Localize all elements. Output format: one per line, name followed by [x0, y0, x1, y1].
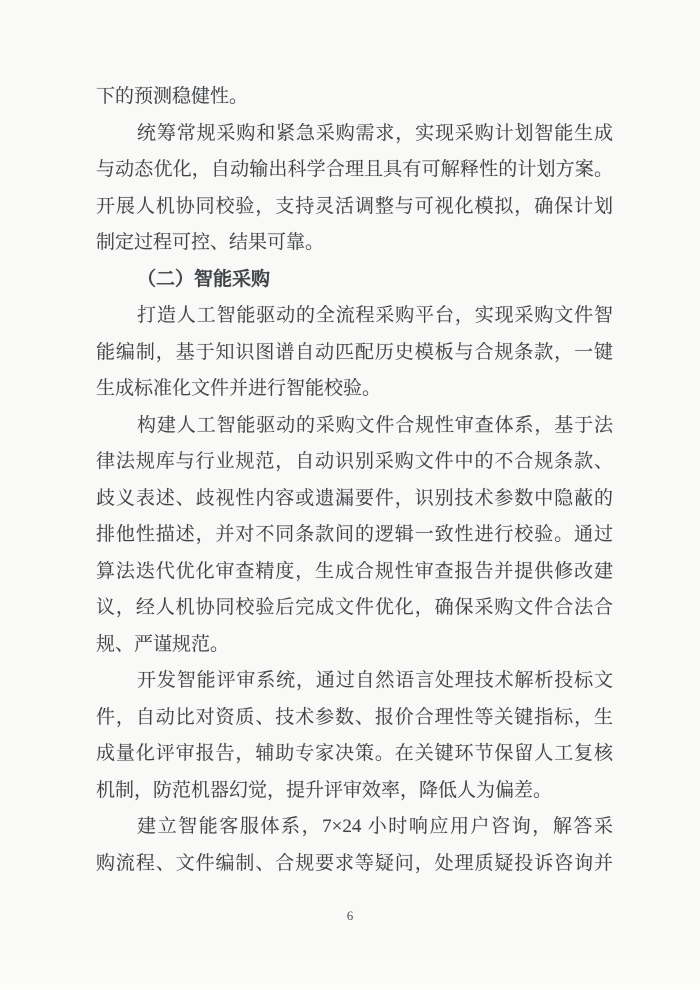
- text-line: 能编制，基于知识图谱自动匹配历史模板与合规条款，一键: [96, 341, 613, 363]
- text-line: 机制，防范机器幻觉，提升评审效率，降低人为偏差。: [96, 779, 553, 801]
- text-line: 制定过程可控、结果可靠。: [96, 232, 325, 253]
- text-line: 购流程、文件编制、合规要求等疑问，处理质疑投诉咨询并: [96, 852, 613, 874]
- text-line: 下的预测稳健性。: [96, 86, 249, 107]
- text-line: 歧义表述、歧视性内容或遗漏要件，识别技术参数中隐蔽的: [96, 487, 613, 509]
- document-text-block: [96, 79, 613, 882]
- text-line: 规、严谨规范。: [96, 633, 230, 655]
- text-line: 成量化评审报告，辅助专家决策。在关键环节保留人工复核: [96, 743, 613, 764]
- text-line: 与动态优化，自动输出科学合理且具有可解释性的计划方案。: [96, 159, 613, 180]
- text-line: 律法规库与行业规范，自动识别采购文件中的不合规条款、: [96, 451, 613, 472]
- text-line: 议，经人机协同校验后完成文件优化，确保采购文件合法合: [96, 597, 613, 618]
- text-line: 算法迭代优化审查精度，生成合规性审查报告并提供修改建: [96, 560, 613, 582]
- text-line: 排他性描述，并对不同条款间的逻辑一致性进行校验。通过: [96, 524, 613, 545]
- text-line: 构建人工智能驱动的采购文件合规性审查体系，基于法: [137, 414, 613, 436]
- text-line: 开展人机协同校验，支持灵活调整与可视化模拟，确保计划: [96, 195, 613, 217]
- page-number: 6: [346, 908, 354, 923]
- section-heading-intelligent-procurement: （二）智能采购: [137, 268, 271, 290]
- text-line: 打造人工智能驱动的全流程采购平台，实现采购文件智: [137, 305, 613, 326]
- text-line: 开发智能评审系统，通过自然语言处理技术解析投标文: [137, 670, 613, 691]
- text-line: 建立智能客服体系，7×24 小时响应用户咨询，解答采: [137, 816, 613, 837]
- text-line: 件，自动比对资质、技术参数、报价合理性等关键指标，生: [96, 706, 613, 728]
- text-line: 生成标准化文件并进行智能校验。: [96, 378, 382, 399]
- text-line: 统筹常规采购和紧急采购需求，实现采购计划智能生成: [137, 122, 613, 144]
